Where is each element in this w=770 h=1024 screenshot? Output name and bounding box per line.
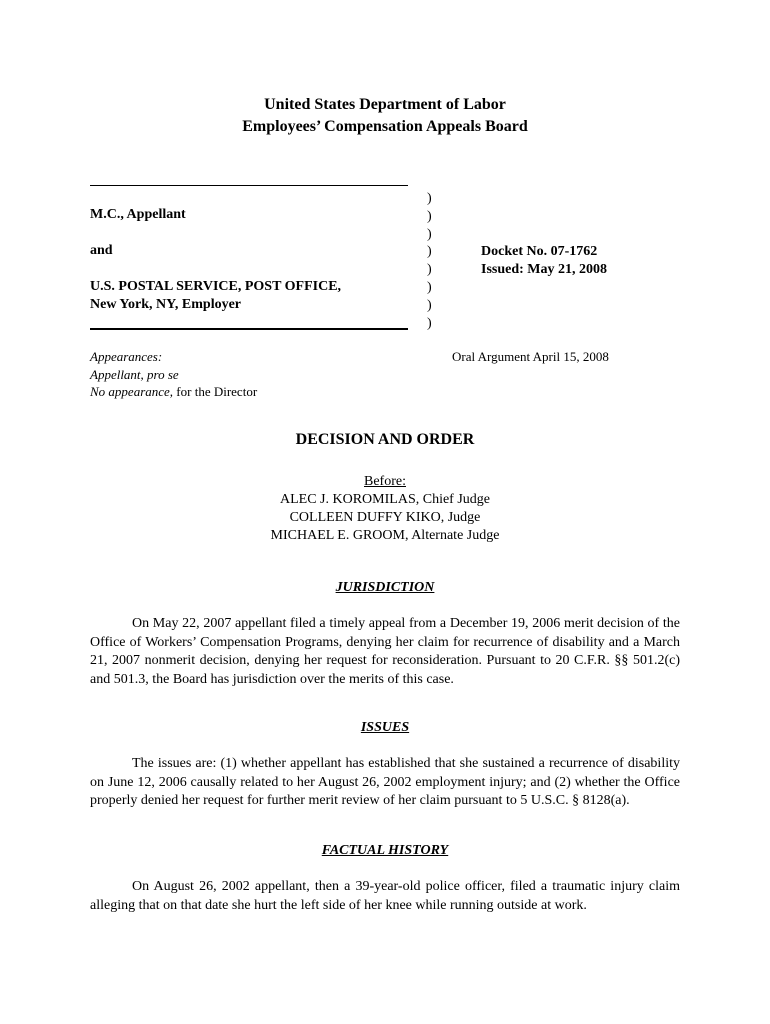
- docket-block: [481, 243, 607, 279]
- paren: ): [427, 315, 432, 331]
- paren: ): [427, 262, 432, 278]
- decision-title: DECISION AND ORDER: [295, 431, 475, 448]
- factual-history-paragraph: On August 26, 2002 appellant, then a 39-year-old police officer, filed a traumatic injury claim alleging that on that date she hurt the left side of her knee while running outside at work.: [90, 879, 680, 913]
- caption-parentheses: [427, 190, 432, 332]
- paren: ): [427, 191, 432, 206]
- oral-argument-date: Oral Argument April 15, 2008: [452, 349, 609, 364]
- paren: ): [427, 244, 432, 260]
- caption-bottom-rule: [90, 328, 408, 330]
- paren: ): [427, 208, 432, 224]
- jurisdiction-paragraph: On May 22, 2007 appellant filed a timely appeal from a December 19, 2006 merit decision of the Office of Workers’ Compensation Programs, denying her claim for recurrence of disability and a March 21, 2007 nonmerit decision, denying her request for reconsideration. Pursuant to 20 C.F.R. §§ 501.2(c) and 501.3, the Board has jurisdiction over the merits of this case.: [90, 616, 680, 687]
- judges-block: [0, 473, 770, 545]
- appellant-appearance: Appellant, pro se: [90, 366, 179, 382]
- appearances-block: [90, 348, 257, 401]
- employer-line-2: New York, NY, Employer: [90, 297, 242, 312]
- paren: ): [427, 279, 432, 295]
- jurisdiction-heading: JURISDICTION: [335, 580, 435, 595]
- paren: ): [427, 297, 432, 313]
- issued-date: Issued: May 21, 2008: [481, 262, 608, 277]
- employer-line-1: U.S. POSTAL SERVICE, POST OFFICE,: [90, 279, 342, 294]
- appearances-label: Appearances:: [90, 349, 163, 364]
- caption-and: and: [90, 243, 113, 258]
- docket-number: Docket No. 07-1762: [481, 244, 598, 259]
- director-text: for the Director: [173, 384, 258, 399]
- board-title: Employees’ Compensation Appeals Board: [242, 118, 528, 135]
- caption-top-rule: [90, 185, 408, 186]
- before-label: Before:: [364, 474, 406, 489]
- judge-name: ALEC J. KOROMILAS, Chief Judge: [280, 492, 490, 507]
- issues-heading: ISSUES: [360, 720, 410, 735]
- issues-paragraph: The issues are: (1) whether appellant has established that she sustained a recurrence of disability on June 12, 2006 causally related to her August 26, 2002 employment injury; and (2) whether the Office properly denied her request for further merit review of her claim pursuant to 5 U.S.C. § 8128(a).: [90, 756, 680, 808]
- director-appearance: [90, 383, 257, 401]
- paren: ): [427, 226, 432, 242]
- factual-history-heading: FACTUAL HISTORY: [321, 843, 449, 858]
- judge-name: MICHAEL E. GROOM, Alternate Judge: [270, 528, 500, 543]
- judge-name: COLLEEN DUFFY KIKO, Judge: [289, 510, 481, 525]
- appellant-name: M.C., Appellant: [90, 207, 186, 222]
- agency-title: United States Department of Labor: [264, 96, 506, 113]
- no-appearance-text: No appearance,: [90, 384, 174, 399]
